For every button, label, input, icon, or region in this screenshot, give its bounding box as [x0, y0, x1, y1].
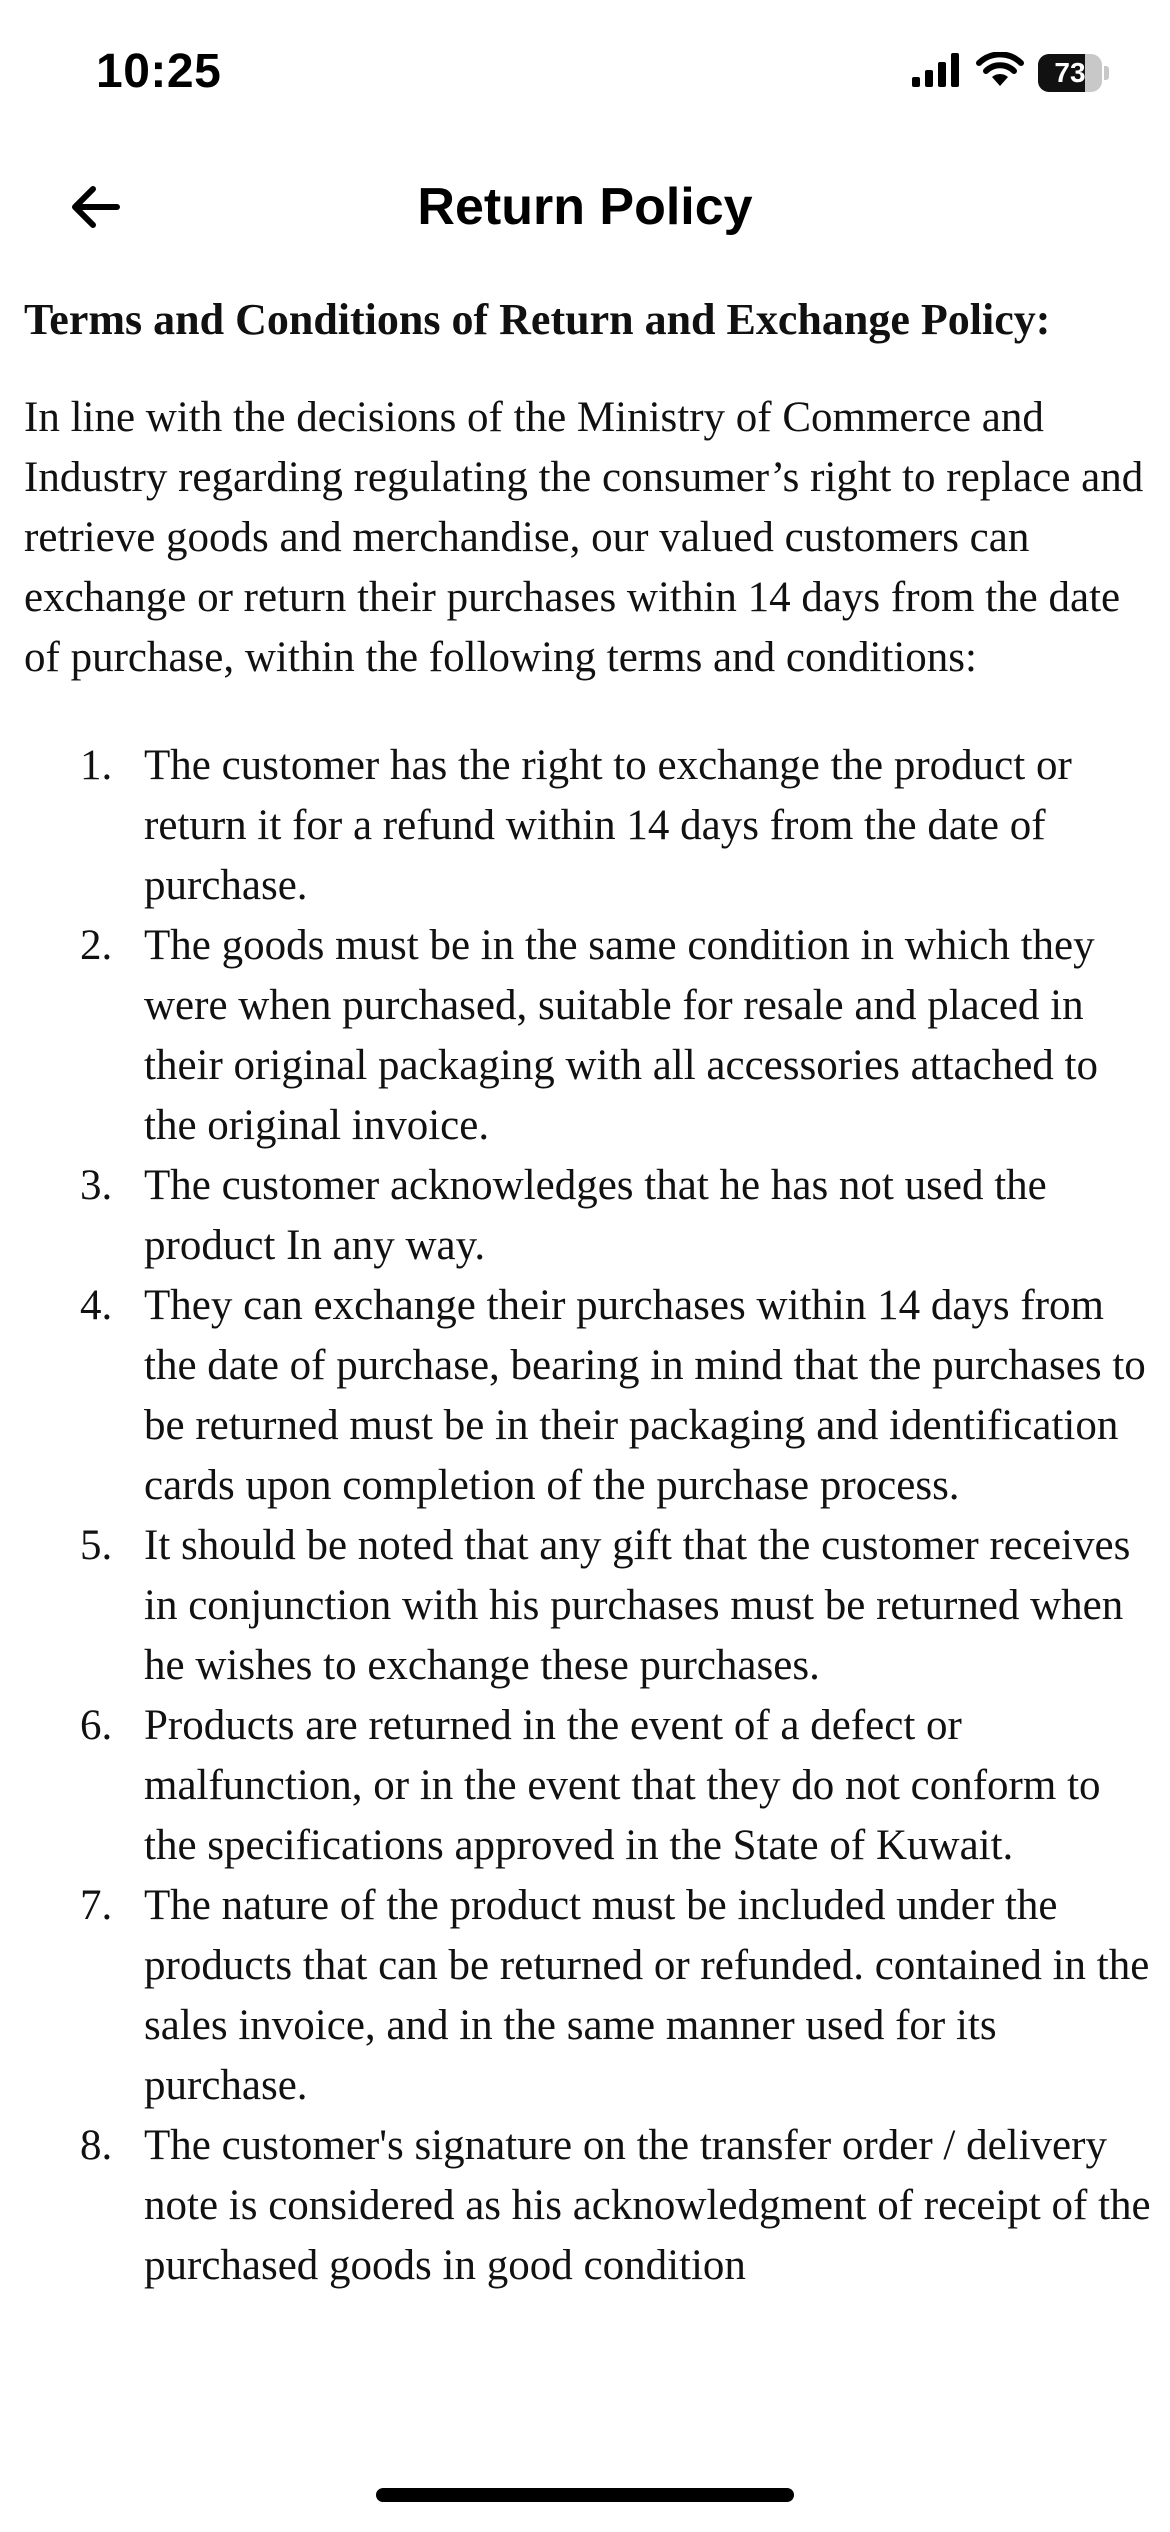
policy-intro: In line with the decisions of the Ministry of Commerce and Industry regarding regulating the consumer’s right to replace and retrieve goods and merchandise, our valued customers can exchange or return their purchases within 14 days from the date of purchase, within the following terms and conditions:	[24, 394, 1144, 681]
term-text: It should be noted that any gift that the customer receives in conjunction with his purchases must be returned when he wishes to exchange these purchases.	[144, 1522, 1131, 1689]
term-number: 5.	[80, 1522, 113, 1569]
term-text: Products are returned in the event of a defect or malfunction, or in the event that they do not conform to the specifications approved in the State of Kuwait.	[144, 1702, 1101, 1869]
page-title: Return Policy	[417, 178, 753, 236]
term-number: 4.	[80, 1282, 113, 1329]
battery-level: 73	[1054, 56, 1086, 88]
term-number: 6.	[80, 1702, 113, 1749]
term-number: 8.	[80, 2122, 113, 2169]
term-item	[24, 1156, 1152, 1276]
status-bar	[0, 0, 1170, 150]
term-item	[24, 916, 1152, 1156]
term-number: 7.	[80, 1882, 113, 1929]
term-text: The customer acknowledges that he has not used the product In any way.	[144, 1162, 1047, 1269]
cellular-signal-icon	[912, 53, 962, 92]
term-text: The customer's signature on the transfer order / delivery note is considered as his acknowledgment of receipt of the purchased goods in good condition	[144, 2122, 1151, 2289]
wifi-icon	[976, 52, 1024, 93]
home-indicator[interactable]	[376, 2488, 794, 2502]
term-item	[24, 1876, 1152, 2116]
policy-heading: Terms and Conditions of Return and Exchange Policy:	[24, 295, 1051, 344]
term-item	[24, 736, 1152, 916]
term-text: The nature of the product must be included under the products that can be returned or refunded. contained in the sales invoice, and in the same manner used for its purchase.	[144, 1882, 1150, 2109]
term-text: The goods must be in the same condition in which they were when purchased, suitable for resale and placed in their original packaging with all accessories attached to the original invoice.	[144, 922, 1098, 1149]
term-number: 1.	[80, 742, 113, 789]
term-item	[24, 1696, 1152, 1876]
status-icons	[912, 52, 1110, 93]
nav-header	[0, 150, 1170, 270]
policy-content	[24, 290, 1152, 2296]
status-time: 10:25	[96, 45, 222, 98]
battery-icon	[1038, 54, 1110, 92]
term-text: They can exchange their purchases within 14 days from the date of purchase, bearing in mind that the purchases to be returned must be in their packaging and identification cards upon completion of the purchase process.	[144, 1282, 1146, 1509]
term-item	[24, 1276, 1152, 1516]
terms-list	[24, 736, 1152, 2296]
term-item	[24, 2116, 1152, 2296]
term-number: 3.	[80, 1162, 113, 1209]
term-number: 2.	[80, 922, 113, 969]
term-item	[24, 1516, 1152, 1696]
term-text: The customer has the right to exchange the product or return it for a refund within 14 days from the date of purchase.	[144, 742, 1072, 909]
